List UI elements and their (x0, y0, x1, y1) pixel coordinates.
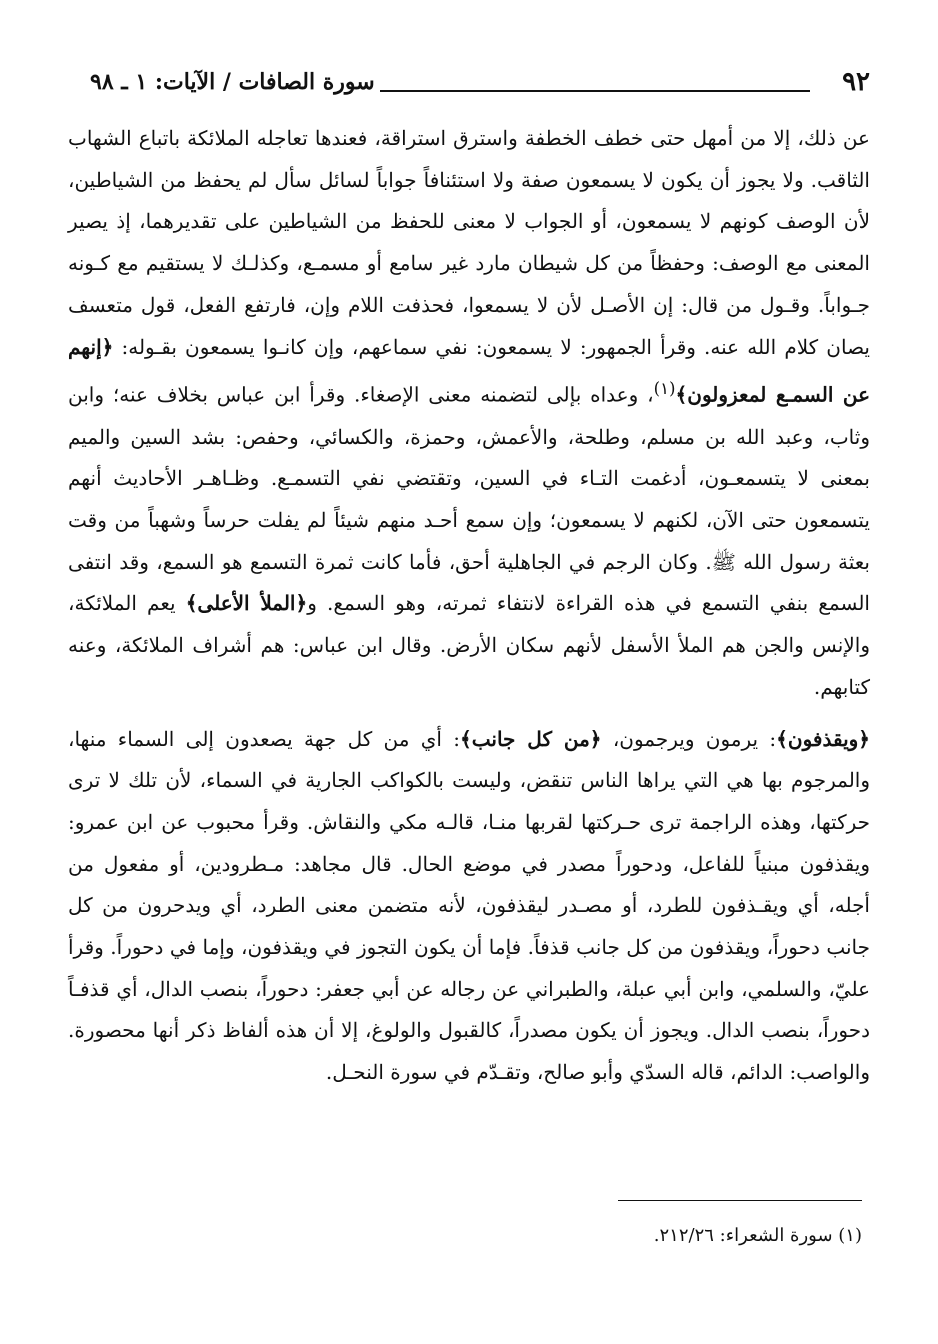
text-segment: عن ذلك، إلا من أمهل حتى خطف الخطفة واسترق استراقة، فعندها تعاجله الملائكة باتباع الشهاب الثاقب. ولا يجوز أن يكون لا يسمعون صفة ولا استئنافاً جواباً لسائل سأل لم يحفظ من الشياطين، لأن الوصف كونهم لا يسمعون، أو الجواب لا معنى للحفظ من الشياطين على تقديرهما، إذ يصير المعنى مع الوصف: وحفظاً من كل شيطان مارد غير سامع أو مسمـع، وكذلـك لا يستقيم مع كـونه جـواباً. وقـول من قال: إن الأصـل لأن لا يسمعوا، فحذفت اللام وإن، فارتفع الفعل، قول متعسف يصان كلام الله عنه. وقرأ الجمهور: لا يسمعون: نفي سماعهم، وإن كانـوا يسمعون بقـوله: (68, 126, 870, 359)
text-segment: ، وعداه بإلى لتضمنه معنى الإصغاء. وقرأ ابن عباس بخلاف عنه؛ وابن وثاب، وعبد الله بن مسلم، وطلحة، والأعمش، وحمزة، والكسائي، وحفص: بشد السين والميم بمعنى لا يتسمعـون، أدغمت التـاء في السين، وتقتضي نفي التسمـع. وظـاهـر الأحاديث أنهم يتسمعون حتى الآن، لكنهم لا يسمعون؛ وإن سمع أحـد منهم شيئاً لم يفلت حرساً وشهباً من وقت بعثة رسول الله ﷺ. وكان الرجم في الجاهلية أحق، فأما كانت ثمرة التسمع هو السمع، وقد انتفى السمع بنفي التسمع في هذه القراءة لانتفاء ثمرته، وهو السمع. و (68, 382, 870, 616)
text-segment: : أي من كل جهة يصعدون إلى السماء منها، والمرجوم بها هي التي يراها الناس تنقض، وليست بالكواكب الجارية في السماء، لأن تلك لا ترى حركتها، وهذه الراجمة ترى حـركتها لقربها منـا، قالـه مكي والنقاش. وقرأ محبوب عن ابن عمرو: ويقذفون مبنياً للفاعل، ودحوراً مصدر في موضع الحال. قال مجاهد: مـطرودين، أو مفعول من أجله، أي ويقـذفون للطرد، أو مصـدر ليقذفون، لأنه متضمن معنى الطرد، أي ويدحرون من كل جانب دحوراً، ويقذفون من كل جانب قذفاً. فإما أن يكون التجوز في ويقذفون، وإما في دحوراً. وقرأ عليّ، والسلمي، وابن أبي عبلة، والطبراني عن رجاله عن أبي جعفر: دحوراً، بنصب الدال، أي قذفـاً دحوراً، بنصب الدال. ويجوز أن يكون مصدراً، كالقبول والولوغ، إلا أن هذه ألفاظ ذكر أنها محصورة. والواصب: الدائم، قاله السدّي وأبو صالح، وتقـدّم في سورة النحـل. (68, 726, 870, 1085)
quran-quote: ﴿من كل جانب﴾ (460, 726, 602, 751)
footnote-rule (618, 1200, 862, 1201)
running-title: سورة الصافات / الآيات: ١ ـ ٩٨ (90, 69, 375, 95)
footnote: (١) سورة الشعراء: ٢١٢/٢٦. (653, 1225, 862, 1246)
text-segment: يعم الملائكة، والإنس والجن هم الملأ الأسفل لأنهم سكان الأرض. وقال ابن عباس: هم أشراف الملائكة، وعنه كتابهم. (68, 591, 870, 699)
page-header (90, 62, 870, 102)
quran-quote: ﴿ويقذفون﴾ (776, 726, 871, 751)
footnote-marker: (١) (653, 379, 676, 399)
page-number: ٩٢ (842, 67, 870, 97)
quran-quote: ﴿إنهم عن السمـع لمعزولون﴾ (68, 334, 871, 407)
main-text (68, 118, 870, 1094)
text-segment: : يرمون ويرجمون، (601, 726, 777, 751)
paragraph (68, 719, 870, 1094)
paragraph (68, 118, 870, 709)
quran-quote: ﴿الملأ الأعلى﴾ (185, 591, 308, 616)
header-rule (380, 90, 810, 92)
